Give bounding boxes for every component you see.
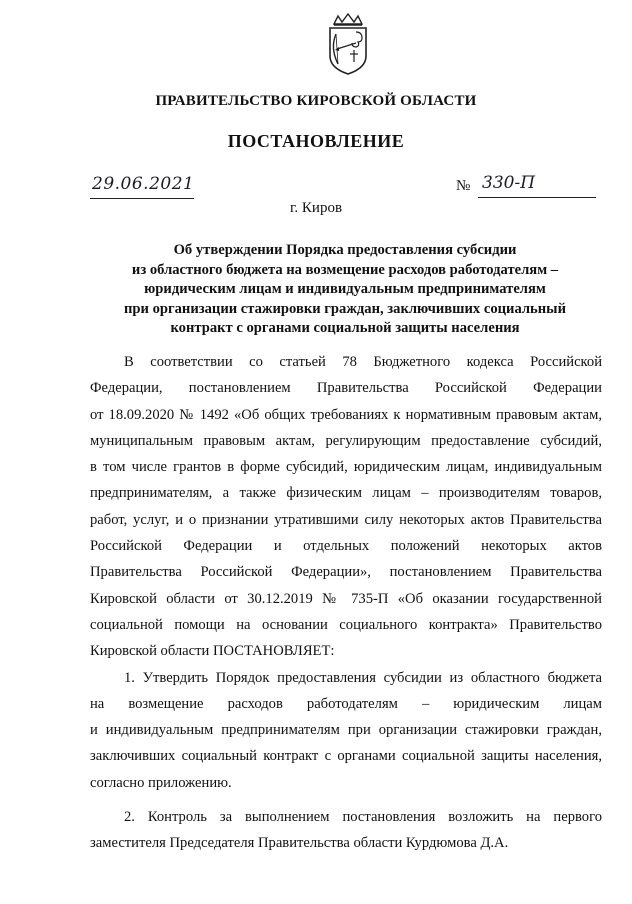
body-line: предпринимателям, а также физическим лицам – производителям товаров,	[90, 485, 602, 502]
subject-line: при организации стажировки граждан, заключивших социальный	[124, 300, 566, 317]
paragraph-gap	[90, 796, 602, 804]
body-line: 2. Контроль за выполнением постановления возложить на первого	[124, 809, 602, 826]
document-type-title: ПОСТАНОВЛЕНИЕ	[227, 131, 405, 151]
subject-line: контракт с органами социальной защиты населения	[170, 320, 520, 336]
subject-line: из областного бюджета на возмещение расходов работодателям –	[131, 261, 559, 278]
body-line: на возмещение расходов работодателям – юридическим лицам	[90, 695, 602, 712]
body-line: работ, услуг, и о признании утратившими силу некоторых актов Правительства	[90, 511, 602, 528]
body-line: от 18.09.2020 № 1492 «Об общих требованиях к нормативным правовым актам,	[90, 406, 602, 423]
body-line: и индивидуальным предпринимателям при организации стажировки граждан,	[90, 722, 602, 739]
date-field	[90, 176, 194, 199]
body-line: Федерации, постановлением Правительства Российской Федерации	[90, 380, 602, 397]
body-line: заключивших социальный контракт с органами социальной защиты населения,	[90, 748, 602, 765]
document-number-field	[456, 173, 598, 198]
document-body	[90, 349, 602, 857]
body-line: Российской Федерации и отдельных положений некоторых актов	[90, 538, 602, 555]
body-line: заместителя Председателя Правительства области Курдюмова Д.А.	[90, 835, 509, 852]
handwritten-date: 29.06.2021	[92, 174, 195, 194]
organization-title: ПРАВИТЕЛЬСТВО КИРОВСКОЙ ОБЛАСТИ	[155, 93, 477, 109]
body-line: Кировской области ПОСТАНОВЛЯЕТ:	[90, 643, 335, 660]
handwritten-number: 330-П	[482, 173, 536, 193]
body-line: социальной помощи на основании социального контракта» Правительство	[90, 616, 602, 633]
coat-of-arms-emblem	[326, 12, 370, 76]
subject-line: Об утверждении Порядка предоставления субсидии	[173, 242, 517, 258]
body-line: В соответствии со статьей 78 Бюджетного кодекса Российской	[124, 354, 602, 370]
number-sign: №	[456, 178, 471, 194]
body-line: Правительства Российской Федерации», постановлением Правительства	[90, 564, 602, 581]
body-line: 1. Утвердить Порядок предоставления субсидии из областного бюджета	[124, 669, 602, 686]
number-underline	[478, 173, 596, 198]
city-line: г. Киров	[289, 200, 343, 216]
body-line: согласно приложению.	[90, 774, 232, 791]
document-subject	[90, 241, 600, 339]
body-line: муниципальным правовым актам, регулирующим предоставление субсидий,	[90, 432, 602, 449]
body-line: Кировской области от 30.12.2019 № 735-П «Об оказании государственной	[90, 590, 602, 607]
subject-line: юридическим лицам и индивидуальным предпринимателям	[144, 281, 546, 297]
body-line: в том числе грантов в форме субсидий, юридическим лицам, индивидуальным	[90, 459, 602, 476]
